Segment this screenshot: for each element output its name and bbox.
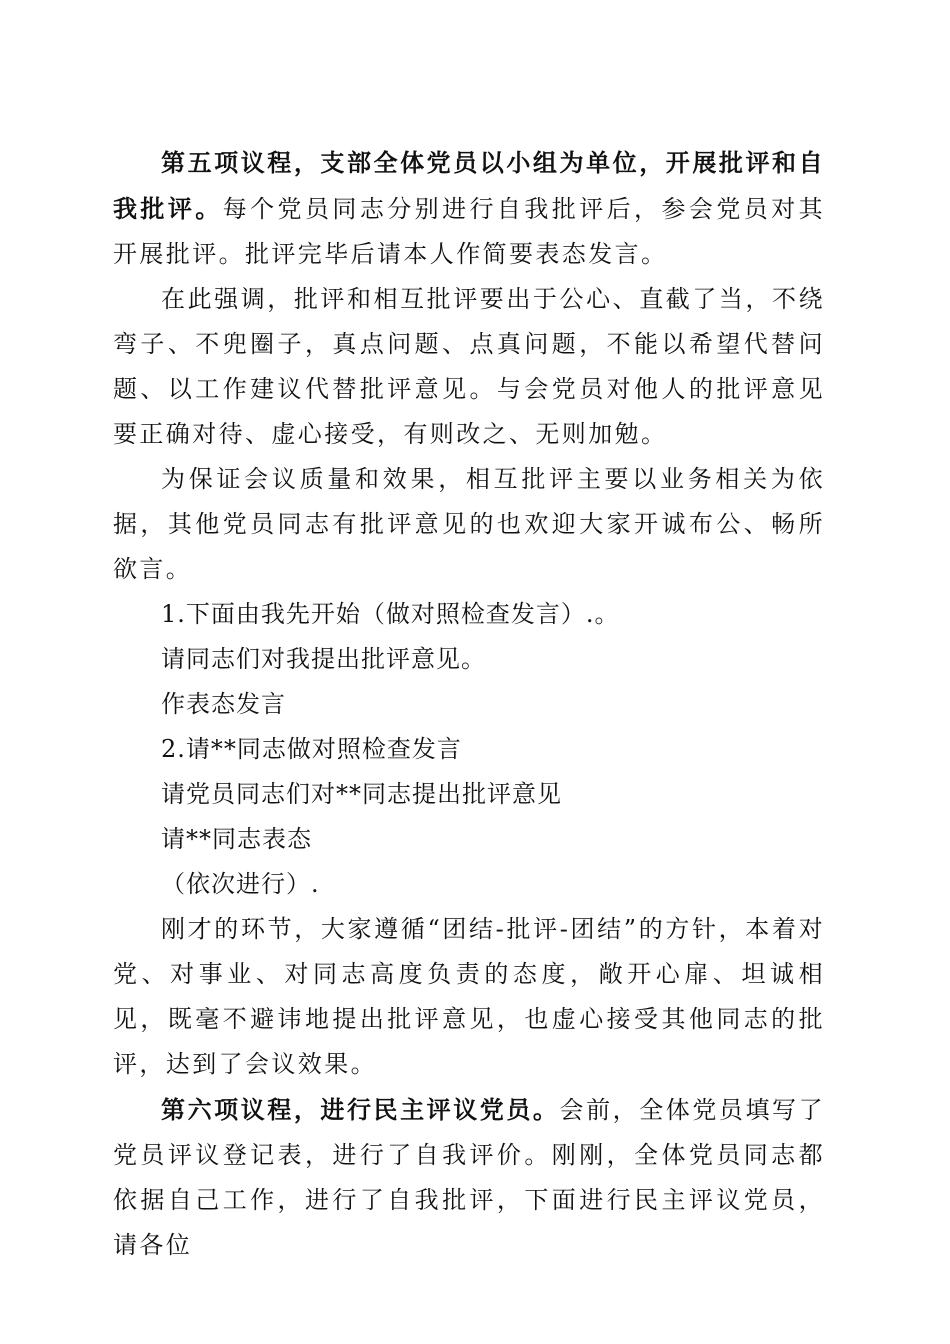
list-item-comrade-statement: 请**同志表态	[161, 825, 312, 853]
list-item-1: 1.下面由我先开始（做对照检查发言）.。	[161, 600, 620, 628]
list-item-criticism-request: 请同志们对我提出批评意见。	[161, 645, 486, 673]
paragraph-agenda-six	[113, 1087, 825, 1268]
agenda-six-heading: 第六项议程，进行民主评议党员。	[161, 1095, 560, 1124]
list-item-in-order: （依次进行）.	[161, 870, 320, 898]
agenda-five-body: 每个党员同志分别进行自我批评后，参会党员对其开展批评。批评完毕后请本人作简要表态发言。	[113, 195, 825, 268]
list-item-members-criticism: 请党员同志们对**同志提出批评意见	[161, 780, 562, 808]
list-item-2: 2.请**同志做对照检查发言	[161, 735, 462, 763]
paragraph-emphasis: 在此强调，批评和相互批评要出于公心、直截了当，不绕弯子、不兜圈子，真点问题、点真问题，不能以希望代替问题、以工作建议代替批评意见。与会党员对他人的批评意见要正确对待、虚心接受，有则改之、无则加勉。	[113, 285, 825, 448]
document-page	[113, 140, 825, 1268]
list-item-statement: 作表态发言	[161, 690, 286, 718]
paragraph-agenda-five	[113, 140, 825, 277]
paragraph-summary: 刚才的环节，大家遵循“团结-批评-团结”的方针，本着对党、对事业、对同志高度负责的态度，敞开心扉、坦诚相见，既毫不避讳地提出批评意见，也虚心接受其他同志的批评，达到了会议效果。	[113, 915, 825, 1078]
agenda-five-heading: 第五项议程，支部全体党员以小组为单位，开展批评和自我批评。	[113, 148, 825, 223]
paragraph-quality: 为保证会议质量和效果，相互批评主要以业务相关为依据，其他党员同志有批评意见的也欢迎大家开诚布公、畅所欲言。	[113, 465, 825, 583]
agenda-six-body: 会前，全体党员填写了党员评议登记表，进行了自我评价。刚刚，全体党员同志都依据自己工作，进行了自我批评，下面进行民主评议党员，请各位	[113, 1096, 825, 1259]
